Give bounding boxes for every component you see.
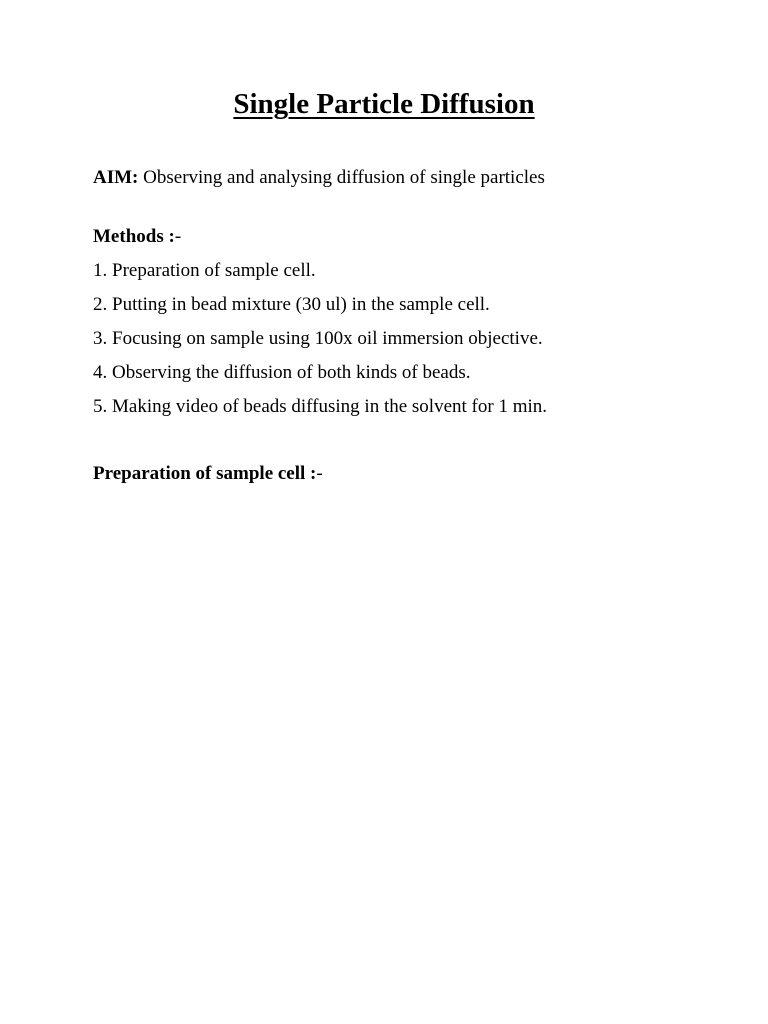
page-title-text: Single Particle Diffusion [233,88,535,120]
aim-text: Observing and analysing diffusion of single particles [138,167,545,188]
page-title [0,86,768,122]
method-step-1: 1. Preparation of sample cell. [93,260,316,281]
aim-label: AIM: [93,167,139,188]
method-step-3: 3. Focusing on sample using 100x oil immersion objective. [93,328,543,349]
method-step-5: 5. Making video of beads diffusing in the solvent for 1 min. [93,396,548,417]
methods-heading [93,225,181,249]
methods-heading-suffix: - [174,226,182,247]
preparation-heading-suffix: - [316,463,323,484]
method-step-2: 2. Putting in bead mixture (30 ul) in the sample cell. [93,294,490,315]
preparation-heading-label: Preparation of sample cell : [93,463,317,484]
methods-heading-label: Methods : [93,226,175,247]
aim-line [93,166,545,190]
preparation-heading [93,462,323,486]
method-step-4: 4. Observing the diffusion of both kinds of beads. [93,362,471,383]
